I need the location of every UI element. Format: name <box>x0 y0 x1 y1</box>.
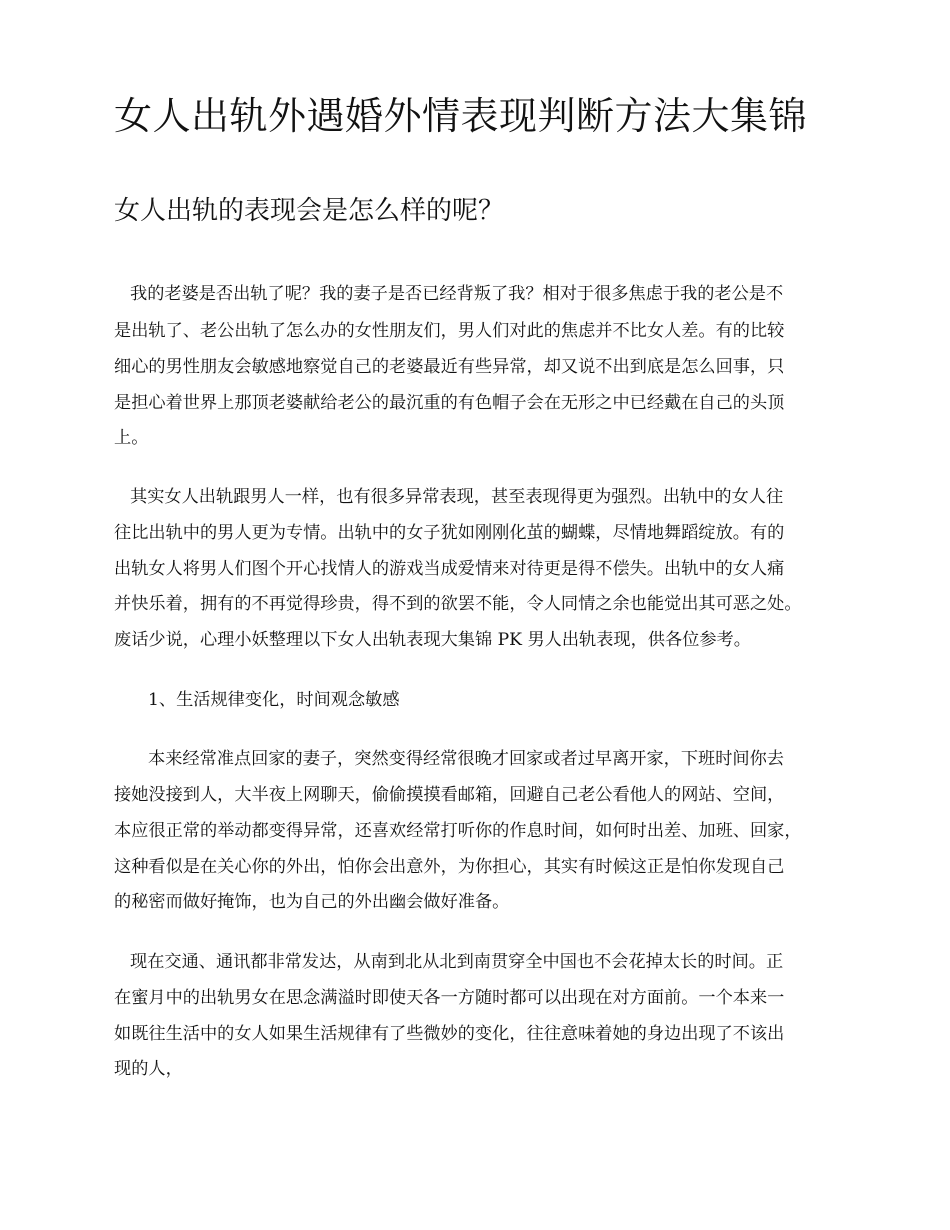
paragraph-line: 我的老婆是否出轨了呢？我的妻子是否已经背叛了我？相对于很多焦虑于我的老公是不 <box>130 284 784 304</box>
paragraph-line: 往比出轨中的男人更为专情。出轨中的女子犹如刚刚化茧的蝴蝶，尽情地舞蹈绽放。有的 <box>114 523 785 543</box>
section-heading-text: 1、生活规律变化，时间观念敏感 <box>148 690 400 710</box>
document-title: 女人出轨外遇婚外情表现判断方法大集锦 <box>114 94 808 138</box>
paragraph-line: 现的人， <box>114 1059 183 1079</box>
paragraph-line: 的秘密而做好掩饰，也为自己的外出幽会做好准备。 <box>114 892 510 912</box>
paragraph-line: 细心的男性朋友会敏感地察觉自己的老婆最近有些异常，却又说不出到底是怎么回事，只 <box>114 357 785 377</box>
paragraph-line: 是出轨了、老公出轨了怎么办的女性朋友们，男人们对此的焦虑并不比女人差。有的比较 <box>114 321 785 341</box>
paragraph-line: 出轨女人将男人们图个开心找情人的游戏当成爱情来对待更是得不偿失。出轨中的女人痛 <box>114 559 785 579</box>
paragraph-line: 在蜜月中的出轨男女在思念满溢时即使天各一方随时都可以出现在对方面前。一个本来一 <box>114 988 785 1008</box>
document-subtitle: 女人出轨的表现会是怎么样的呢？ <box>114 196 505 226</box>
paragraph-line: 如既往生活中的女人如果生活规律有了些微妙的变化，往往意味着她的身边出现了不该出 <box>114 1024 785 1044</box>
paragraph-line: 废话少说，心理小妖整理以下女人出轨表现大集锦 PK 男人出轨表现，供各位参考。 <box>114 630 751 650</box>
paragraph-line: 上。 <box>114 428 149 448</box>
paragraph-line: 本应很正常的举动都变得异常，还喜欢经常打听你的作息时间，如何时出差、加班、回家， <box>114 821 802 841</box>
paragraph-line: 其实女人出轨跟男人一样，也有很多异常表现，甚至表现得更为强烈。出轨中的女人往 <box>130 487 784 507</box>
paragraph-line: 本来经常准点回家的妻子，突然变得经常很晚才回家或者过早离开家，下班时间你去 <box>148 749 784 769</box>
paragraph-line: 并快乐着，拥有的不再觉得珍贵，得不到的欲罢不能，令人同情之余也能觉出其可恶之处。 <box>114 594 802 614</box>
paragraph-line: 现在交通、通讯都非常发达，从南到北从北到南贯穿全中国也不会花掉太长的时间。正 <box>130 952 784 972</box>
paragraph-line: 接她没接到人，大半夜上网聊天，偷偷摸摸看邮箱，回避自己老公看他人的网站、空间， <box>114 785 785 805</box>
paragraph-line: 这种看似是在关心你的外出，怕你会出意外，为你担心，其实有时候这正是怕你发现自己 <box>114 857 785 877</box>
paragraph-line: 是担心着世界上那顶老婆献给老公的最沉重的有色帽子会在无形之中已经戴在自己的头顶 <box>114 393 785 413</box>
